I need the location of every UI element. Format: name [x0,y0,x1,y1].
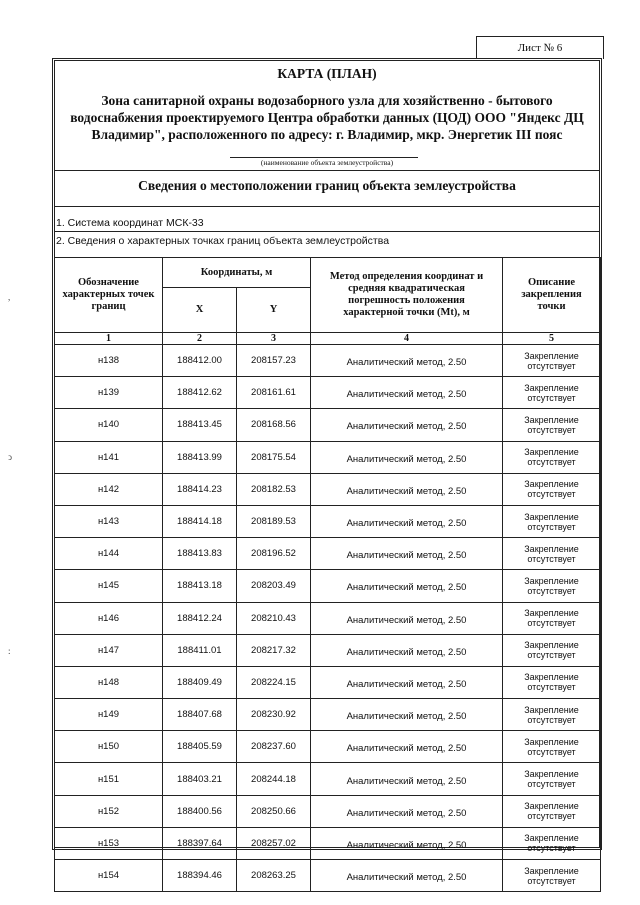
description-cell: Закрепление отсутствует [503,634,601,666]
x-coordinate-cell: 188412.00 [163,345,237,377]
description-cell: Закрепление отсутствует [503,345,601,377]
description-cell: Закрепление отсутствует [503,731,601,763]
column-number: 4 [311,333,503,345]
scan-mark: : [8,646,11,656]
point-name-cell: н146 [55,602,163,634]
document-subtitle: Зона санитарной охраны водозаборного узла для хозяйственно - бытового водоснабжения проектируемого Центра обработки данных (ЦОД) ООО "Яндекс ДЦ Владимир", расположенного по адресу: г. Владимир, мкр. Энергетик III пояс [70,93,584,142]
y-coordinate-cell: 208157.23 [237,345,311,377]
object-name-note: (наименование объекта землеустройства) [260,158,394,167]
description-cell: Закрепление отсутствует [503,602,601,634]
description-cell: Закрепление отсутствует [503,795,601,827]
method-cell: Аналитический метод, 2.50 [311,860,503,892]
point-name-cell: н147 [55,634,163,666]
table-row [55,763,601,795]
point-name-cell: н144 [55,538,163,570]
section-title: Сведения о местоположении границ объекта землеустройства [138,178,516,193]
x-coordinate-cell: 188394.46 [163,860,237,892]
method-cell: Аналитический метод, 2.50 [311,441,503,473]
y-coordinate-cell: 208217.32 [237,634,311,666]
table-row [55,409,601,441]
y-coordinate-cell: 208257.02 [237,827,311,859]
point-name-cell: н148 [55,666,163,698]
method-cell: Аналитический метод, 2.50 [311,666,503,698]
table-row [55,699,601,731]
y-coordinate-cell: 208189.53 [237,505,311,537]
method-cell: Аналитический метод, 2.50 [311,377,503,409]
points-table [54,257,601,892]
table-row [55,570,601,602]
document-title: КАРТА (ПЛАН) [277,66,377,81]
method-cell: Аналитический метод, 2.50 [311,473,503,505]
description-cell: Закрепление отсутствует [503,377,601,409]
x-coordinate-cell: 188413.18 [163,570,237,602]
y-coordinate-cell: 208210.43 [237,602,311,634]
x-coordinate-cell: 188414.23 [163,473,237,505]
method-cell: Аналитический метод, 2.50 [311,345,503,377]
description-cell: Закрепление отсутствует [503,763,601,795]
point-name-cell: н139 [55,377,163,409]
divider [54,206,600,207]
y-coordinate-cell: 208230.92 [237,699,311,731]
column-number: 5 [503,333,601,345]
point-name-cell: н141 [55,441,163,473]
y-coordinate-cell: 208203.49 [237,570,311,602]
method-cell: Аналитический метод, 2.50 [311,505,503,537]
table-row [55,634,601,666]
method-cell: Аналитический метод, 2.50 [311,795,503,827]
y-coordinate-cell: 208196.52 [237,538,311,570]
x-coordinate-cell: 188412.24 [163,602,237,634]
x-coordinate-cell: 188413.83 [163,538,237,570]
point-name-cell: н138 [55,345,163,377]
coordinate-system: 1. Система координат МСК-33 [56,217,204,229]
method-cell: Аналитический метод, 2.50 [311,602,503,634]
x-coordinate-cell: 188400.56 [163,795,237,827]
description-cell: Закрепление отсутствует [503,860,601,892]
header-description: Описание закрепления точки [503,258,601,333]
description-cell: Закрепление отсутствует [503,570,601,602]
header-y: Y [237,288,311,333]
method-cell: Аналитический метод, 2.50 [311,731,503,763]
table-row [55,473,601,505]
y-coordinate-cell: 208182.53 [237,473,311,505]
x-coordinate-cell: 188413.99 [163,441,237,473]
table-row [55,827,601,859]
header-coordinates: Координаты, м [163,258,311,288]
divider [54,231,600,232]
point-name-cell: н145 [55,570,163,602]
x-coordinate-cell: 188405.59 [163,731,237,763]
description-cell: Закрепление отсутствует [503,666,601,698]
x-coordinate-cell: 188413.45 [163,409,237,441]
scan-mark: ↄ [8,452,12,462]
point-name-cell: н150 [55,731,163,763]
description-cell: Закрепление отсутствует [503,409,601,441]
y-coordinate-cell: 208250.66 [237,795,311,827]
header-point: Обозначение характерных точек границ [55,258,163,333]
table-row [55,602,601,634]
table-row [55,538,601,570]
points-heading: 2. Сведения о характерных точках границ объекта землеустройства [56,235,390,247]
description-cell: Закрепление отсутствует [503,699,601,731]
header-x: X [163,288,237,333]
table-row [55,860,601,892]
table-row [55,795,601,827]
table-row [55,731,601,763]
y-coordinate-cell: 208224.15 [237,666,311,698]
point-name-cell: н153 [55,827,163,859]
method-cell: Аналитический метод, 2.50 [311,827,503,859]
x-coordinate-cell: 188414.18 [163,505,237,537]
y-coordinate-cell: 208161.61 [237,377,311,409]
point-name-cell: н143 [55,505,163,537]
divider [54,170,600,171]
x-coordinate-cell: 188409.49 [163,666,237,698]
y-coordinate-cell: 208263.25 [237,860,311,892]
point-name-cell: н142 [55,473,163,505]
x-coordinate-cell: 188411.01 [163,634,237,666]
x-coordinate-cell: 188412.62 [163,377,237,409]
column-number: 3 [237,333,311,345]
x-coordinate-cell: 188403.21 [163,763,237,795]
scan-mark: , [8,292,11,302]
header-method: Метод определения координат и средняя квадратическая погрешность положения характерной точки (Mt), м [311,258,503,333]
description-cell: Закрепление отсутствует [503,827,601,859]
x-coordinate-cell: 188407.68 [163,699,237,731]
y-coordinate-cell: 208175.54 [237,441,311,473]
sheet-number: Лист № 6 [476,36,604,59]
description-cell: Закрепление отсутствует [503,505,601,537]
y-coordinate-cell: 208168.56 [237,409,311,441]
description-cell: Закрепление отсутствует [503,473,601,505]
method-cell: Аналитический метод, 2.50 [311,699,503,731]
column-number: 2 [163,333,237,345]
table-row [55,505,601,537]
x-coordinate-cell: 188397.64 [163,827,237,859]
table-row [55,345,601,377]
y-coordinate-cell: 208244.18 [237,763,311,795]
point-name-cell: н154 [55,860,163,892]
method-cell: Аналитический метод, 2.50 [311,634,503,666]
table-row [55,377,601,409]
method-cell: Аналитический метод, 2.50 [311,538,503,570]
point-name-cell: н140 [55,409,163,441]
y-coordinate-cell: 208237.60 [237,731,311,763]
method-cell: Аналитический метод, 2.50 [311,763,503,795]
point-name-cell: н151 [55,763,163,795]
point-name-cell: н152 [55,795,163,827]
method-cell: Аналитический метод, 2.50 [311,570,503,602]
table-row [55,666,601,698]
method-cell: Аналитический метод, 2.50 [311,409,503,441]
description-cell: Закрепление отсутствует [503,538,601,570]
description-cell: Закрепление отсутствует [503,441,601,473]
point-name-cell: н149 [55,699,163,731]
table-row [55,441,601,473]
column-number: 1 [55,333,163,345]
